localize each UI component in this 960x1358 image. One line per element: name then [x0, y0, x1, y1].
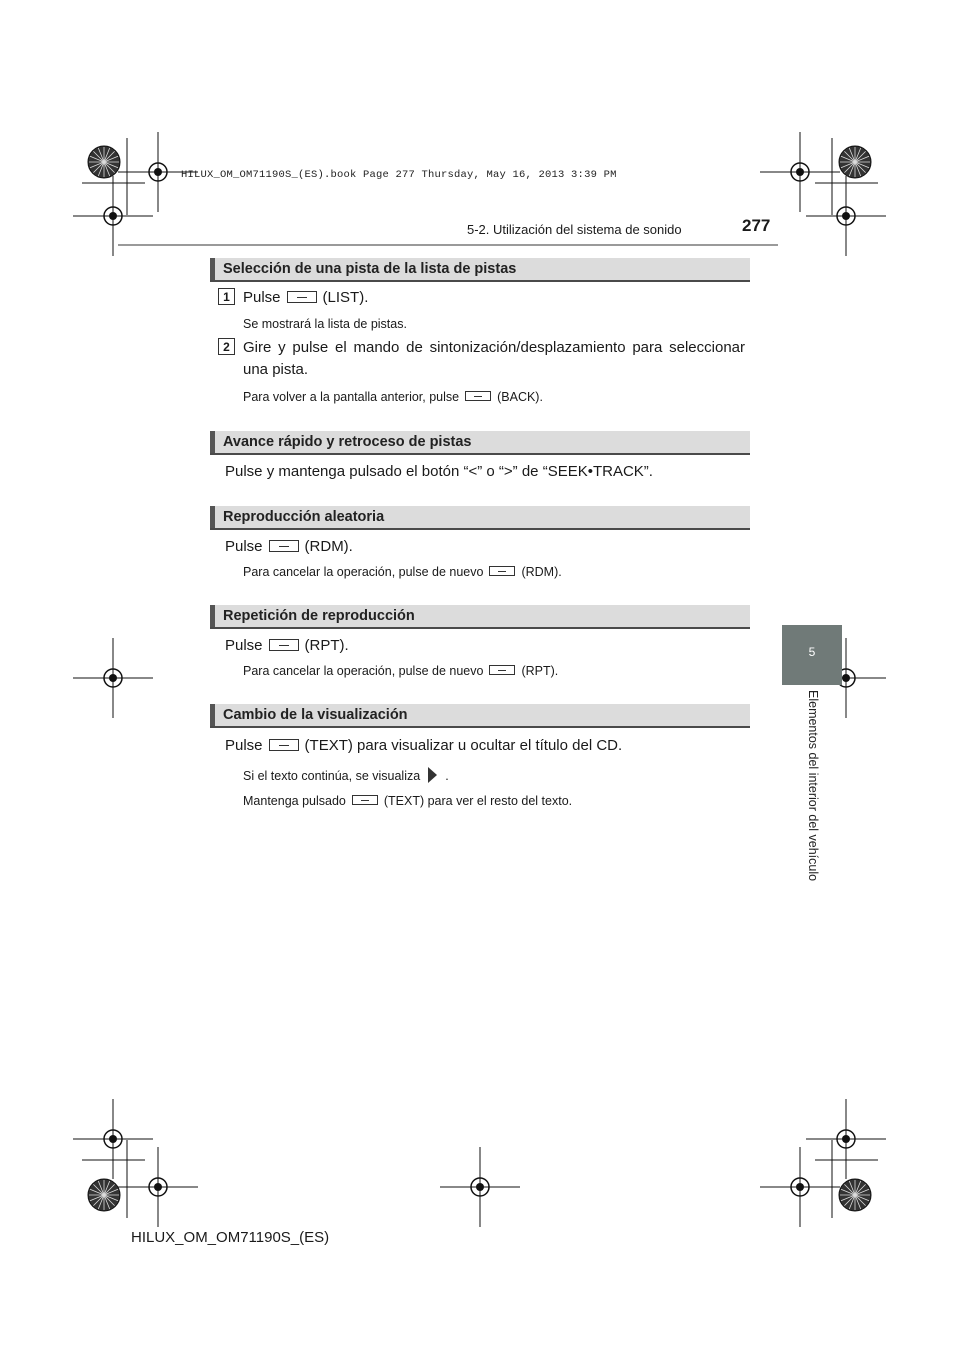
step-1-text: Pulse (LIST). — [243, 289, 369, 306]
repeat-note: Para cancelar la operación, pulse de nuevo (RPT). — [243, 664, 559, 678]
page-number: 277 — [742, 216, 771, 235]
text-button-icon — [269, 739, 299, 751]
seek-text: Pulse y mantenga pulsado el botón “<” o “>” de “SEEK•TRACK”. — [225, 463, 653, 480]
list-button-icon — [287, 291, 317, 303]
step-2-text: Gire y pulse el mando de sintonización/desplazamiento para seleccionar una pista. — [243, 339, 745, 378]
rpt-button-icon — [269, 639, 299, 651]
random-text: Pulse (RDM). — [225, 538, 353, 555]
step-2-note: Para volver a la pantalla anterior, pulse (BACK). — [243, 390, 543, 404]
random-note: Para cancelar la operación, pulse de nuevo (RDM). — [243, 565, 562, 579]
print-mark: HILUX_OM_OM71190S_(ES).book Page 277 Thursday, May 16, 2013 3:39 PM — [181, 169, 617, 181]
continue-arrow-icon — [428, 767, 437, 783]
section-heading-seek: Avance rápido y retroceso de pistas — [210, 431, 750, 455]
section-heading-display: Cambio de la visualización — [210, 704, 750, 728]
header-section-title: 5-2. Utilización del sistema de sonido — [467, 222, 682, 237]
section-heading-track-list: Selección de una pista de la lista de pistas — [210, 258, 750, 282]
chapter-number: 5 — [808, 645, 816, 659]
repeat-text: Pulse (RPT). — [225, 637, 349, 654]
section-heading-repeat: Repetición de reproducción — [210, 605, 750, 629]
display-note-1: Si el texto continúa, se visualiza . — [243, 769, 449, 783]
display-text: Pulse (TEXT) para visualizar u ocultar el título del CD. — [225, 737, 623, 754]
back-button-icon — [465, 391, 491, 401]
footer-code: HILUX_OM_OM71190S_(ES) — [131, 1229, 330, 1246]
text-button-icon-small — [352, 795, 378, 805]
section-heading-random: Reproducción aleatoria — [210, 506, 750, 530]
step-1-note: Se mostrará la lista de pistas. — [243, 317, 407, 331]
rpt-button-icon-small — [489, 665, 515, 675]
step-number-2: 2 — [218, 338, 235, 355]
chapter-label: Elementos del interior del vehículo — [806, 690, 820, 882]
display-note-2: Mantenga pulsado (TEXT) para ver el resto del texto. — [243, 794, 573, 808]
rdm-button-icon-small — [489, 566, 515, 576]
chapter-side-label — [800, 690, 820, 890]
rdm-button-icon — [269, 540, 299, 552]
step-number-1: 1 — [218, 288, 235, 305]
header-rule — [118, 244, 778, 246]
chapter-tab — [782, 625, 842, 685]
